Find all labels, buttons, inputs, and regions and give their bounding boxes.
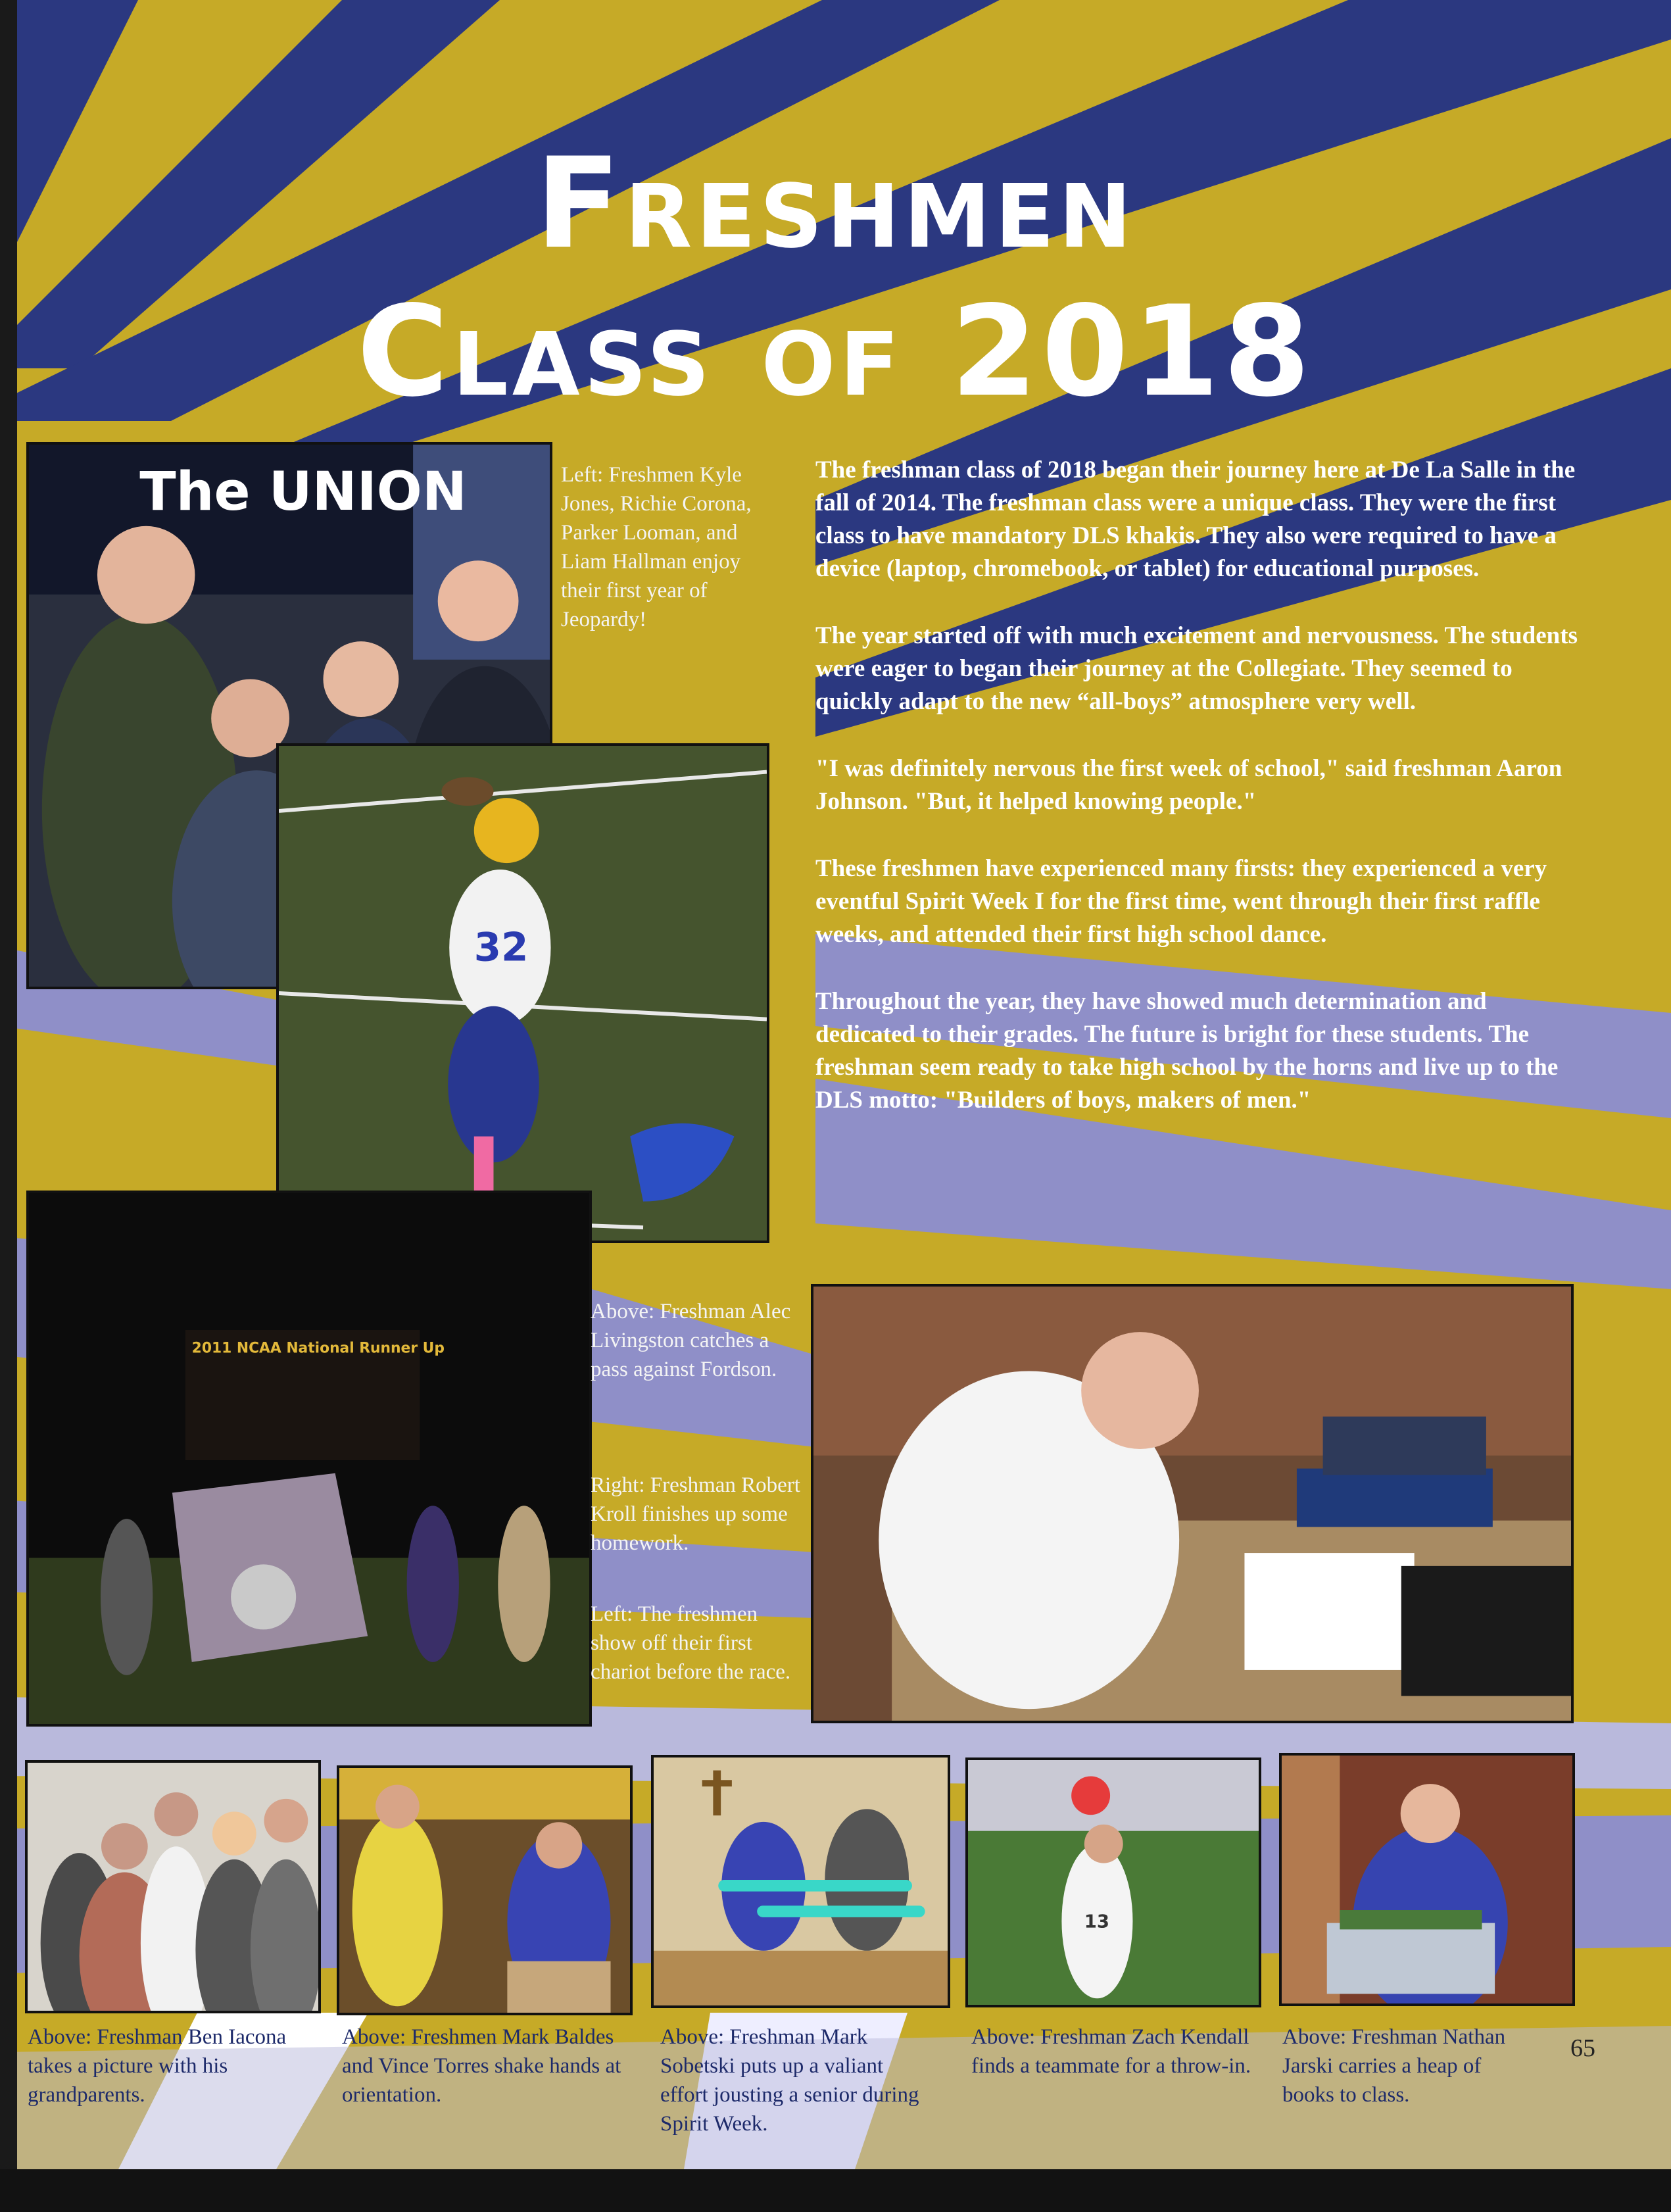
- caption-jousting: Above: Freshman Mark Sobetski puts up a valiant effort jousting a senior during Spirit Week.: [660, 2025, 919, 2136]
- article-paragraph: These freshmen have experienced many firsts: they experienced a very eventful Spirit Week I for the first time, went through their first raffle weeks, and attended their first high school dance.: [815, 855, 1547, 948]
- caption-books: Above: Freshman Nathan Jarski carries a heap of books to class.: [1282, 2025, 1506, 2107]
- scoreboard-banner: 2011 NCAA National Runner Up: [191, 1340, 445, 1357]
- article-paragraph: The year started off with much excitement and nervousness. The students were eager to began their journey at the Collegiate. They seemed to quickly adapt to the new “all-boys” atmosphere very well.: [815, 622, 1578, 715]
- caption-soccer: Above: Freshman Zach Kendall finds a teammate for a throw-in.: [971, 2025, 1251, 2078]
- bottom-edge: [0, 2169, 1671, 2212]
- article-paragraph: Throughout the year, they have showed much determination and dedicated to their grades. The future is bright for these students. The freshman seem ready to take high school by the horns and live up to the DLS motto: "Builders of boys, makers of men.": [815, 988, 1559, 1114]
- photo-handshake: [337, 1765, 633, 2015]
- photo-homework: [811, 1284, 1574, 1723]
- caption-homework: Right: Freshman Robert Kroll finishes up some homework.: [591, 1473, 800, 1555]
- page-title-line2: Class of 2018: [356, 279, 1315, 424]
- caption-chariot: Left: The freshmen show off their first chariot before the race.: [591, 1602, 791, 1684]
- photo-football: [276, 743, 769, 1243]
- caption-football: Above: Freshman Alec Livingston catches a pass against Fordson.: [591, 1300, 791, 1381]
- article-paragraph: "I was definitely nervous the first week of school," said freshman Aaron Johnson. "But, it helped knowing people.": [815, 755, 1562, 815]
- photo-soccer-throw-in: [965, 1757, 1261, 2007]
- page-title-line1: Freshmen: [535, 131, 1136, 276]
- page-number: 65: [1570, 2034, 1595, 2062]
- photo-books: [1279, 1753, 1575, 2006]
- caption-handshake: Above: Freshmen Mark Baldes and Vince Torres shake hands at orientation.: [342, 2025, 621, 2107]
- soccer-jersey-number: 13: [1084, 1911, 1110, 1932]
- photo-jousting: [651, 1755, 950, 2008]
- photo-chariot: [26, 1191, 592, 1727]
- photo-grandparents: [25, 1760, 321, 2013]
- caption-grandparents: Above: Freshman Ben Iacona takes a picture with his grandparents.: [28, 2025, 287, 2107]
- jersey-number: 32: [473, 924, 529, 970]
- article-body: [815, 454, 1585, 1151]
- caption-group-photo: Left: Freshmen Kyle Jones, Richie Corona, Parker Looman, and Liam Hallman enjoy their first year of Jeopardy!: [561, 463, 752, 631]
- article-paragraph: The freshman class of 2018 began their journey here at De La Salle in the fall of 2014. The freshman class were a unique class. They were the first class to have mandatory DLS khakis. They also were required to have a device (laptop, chromebook, or tablet) for educational purposes.: [815, 456, 1576, 582]
- union-sign: The UNION: [139, 461, 467, 524]
